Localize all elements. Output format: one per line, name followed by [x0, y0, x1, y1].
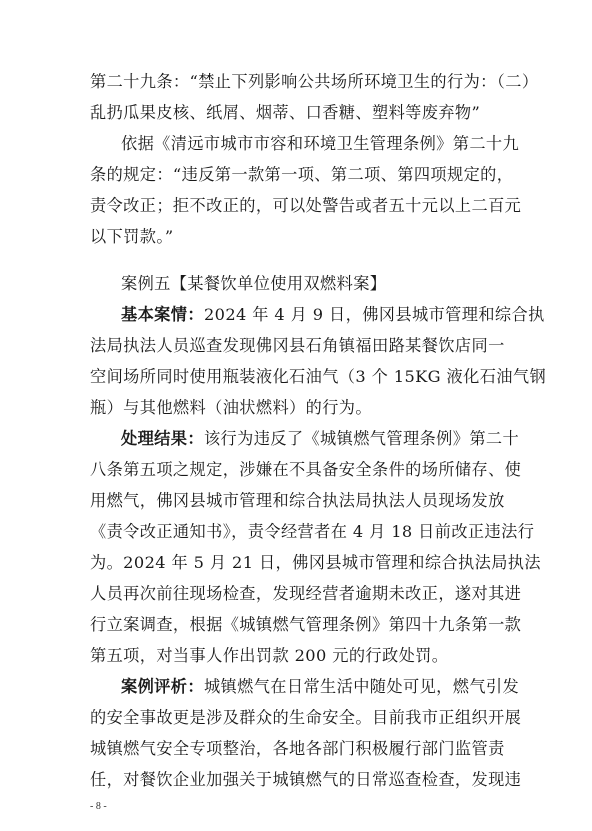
- analysis-text: 城镇燃气在日常生活中随处可见，燃气引发: [203, 677, 520, 696]
- body-line: 第五项，对当事人作出罚款 200 元的行政处罚。: [90, 646, 449, 665]
- body-line: 《责令改正通知书》，责令经营者在 4 月 18 日前改正违法行: [90, 522, 535, 541]
- body-line: 乱扔瓜果皮核、纸屑、烟蒂、口香糖、塑料等废弃物”: [90, 103, 481, 122]
- result-text: 该行为违反了《城镇燃气管理条例》第二十: [203, 429, 520, 448]
- basic-facts-text: 2024 年 4 月 9 日，佛冈县城市管理和综合执: [203, 305, 545, 324]
- body-line: 人员再次前往现场检查，发现经营者逾期未改正，遂对其进: [90, 584, 522, 603]
- body-line: 依据《清远市城市市容和环境卫生管理条例》第二十九: [121, 134, 520, 153]
- body-line: 任，对餐饮企业加强关于城镇燃气的日常巡查检查，发现违: [90, 770, 522, 789]
- body-line: 责令改正；拒不改正的，可以处警告或者五十元以上二百元: [90, 196, 522, 215]
- basic-facts-label: 基本案情：: [121, 305, 204, 324]
- page-number: - 8 -: [90, 801, 107, 812]
- body-line: 城镇燃气安全专项整治，各地各部门积极履行部门监管责: [90, 739, 505, 758]
- analysis-label: 案例评析：: [121, 677, 204, 696]
- result-label: 处理结果：: [121, 429, 204, 448]
- body-line: 八条第五项之规定，涉嫌在不具备安全条件的场所储存、使: [90, 460, 522, 479]
- basic-facts-first-line: [121, 305, 545, 325]
- body-line: 法局执法人员巡查发现佛冈县石角镇福田路某餐饮店同一: [90, 336, 505, 355]
- body-line: 条的规定：“违反第一款第一项、第二项、第四项规定的，: [90, 165, 514, 184]
- result-first-line: [121, 429, 521, 449]
- analysis-first-line: [121, 677, 521, 697]
- body-line: 第二十九条：“禁止下列影响公共场所环境卫生的行为：（二）: [90, 72, 539, 91]
- body-line: 为。2024 年 5 月 21 日，佛冈县城市管理和综合执法局执法: [90, 553, 541, 572]
- case-title: 案例五【某餐饮单位使用双燃料案】: [121, 274, 387, 293]
- body-line: 以下罚款。”: [90, 227, 174, 246]
- body-line: 用燃气，佛冈县城市管理和综合执法局执法人员现场发放: [90, 491, 505, 510]
- body-line: 行立案调查，根据《城镇燃气管理条例》第四十九条第一款: [90, 615, 522, 634]
- body-line: 空间场所同时使用瓶装液化石油气（3 个 15KG 液化石油气钢: [90, 367, 547, 386]
- body-line: 瓶）与其他燃料（油状燃料）的行为。: [90, 398, 372, 417]
- body-line: 的安全事故更是涉及群众的生命安全。目前我市正组织开展: [90, 708, 522, 727]
